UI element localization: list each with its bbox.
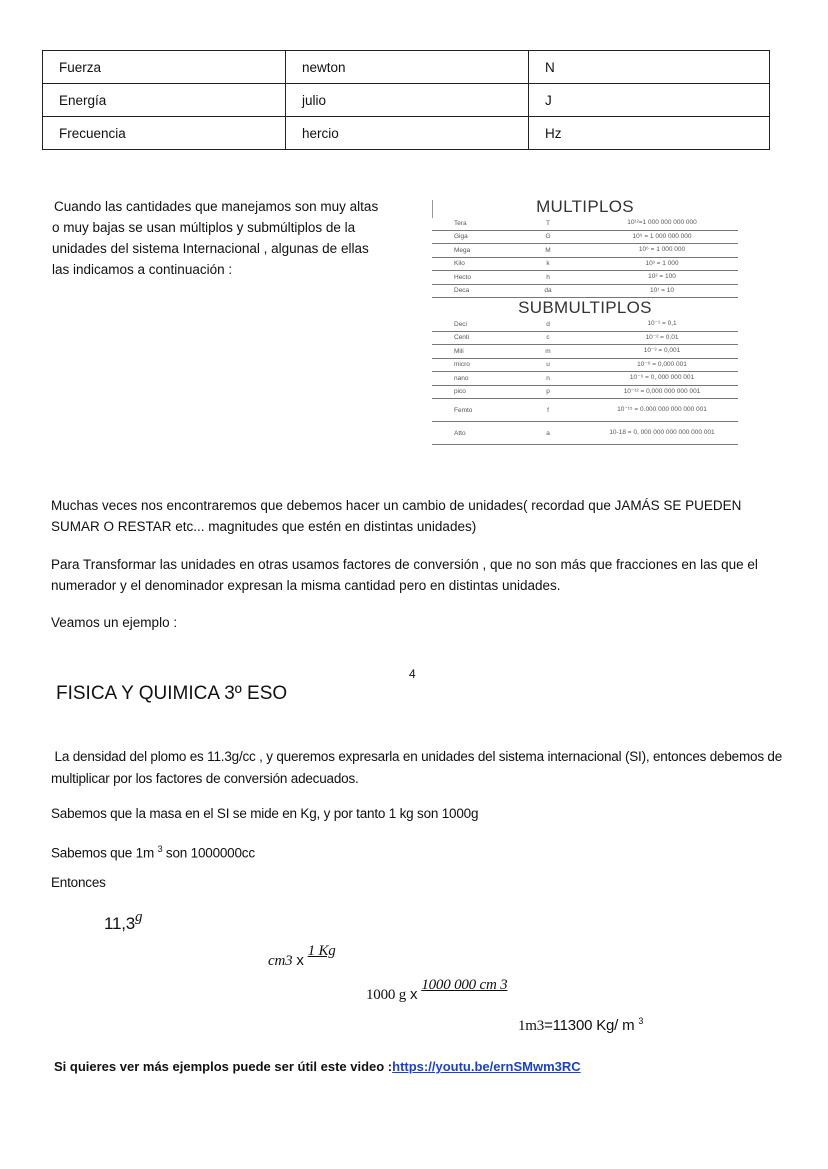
factor-volume [366,977,508,1006]
prefix-symbol: h [546,273,550,281]
submultiples-rows [432,318,738,445]
prefix-symbol: da [544,287,552,295]
multiples-rows [432,217,738,298]
prefix-name: Hecto [454,273,471,281]
text-line: Cuando las cantidades que manejamos son muy altas [54,199,379,214]
prefix-name: Deci [454,320,468,328]
g-denominator: 1000 g [366,987,407,1003]
prefix-row [432,271,738,285]
table-row [43,84,770,117]
prefix-value: 10³ = 1 000 [645,259,679,267]
prefix-row [432,217,738,231]
conversion-factor-paragraph [51,554,758,596]
prefix-row [432,359,738,373]
prefix-symbol: G [545,233,551,241]
magnitude-cell: Fuerza [43,51,286,84]
prefix-value: 10-18 = 0, 000 000 000 000 000 001 [609,429,715,436]
prefix-row [432,386,738,400]
video-link[interactable]: https://youtu.be/ernSMwm3RC [392,1059,581,1074]
magnitude-cell: Energía [43,84,286,117]
prefix-name: pico [454,388,466,396]
magnitude-cell: Frecuencia [43,117,286,150]
exponent: 3 [638,1016,644,1026]
g-unit: g [135,909,143,925]
kg-numerator: 1 Kg [307,943,336,959]
prefix-value: 10⁹ = 1 000 000 000 [632,232,692,240]
units-table [42,50,770,150]
divider [432,200,433,218]
prefix-name: Femto [454,406,473,414]
prefix-value: 10¹ = 10 [649,286,675,294]
prefix-value: 10¹²=1 000 000 000 000 [627,219,697,227]
cm3-numerator: 1000 000 cm 3 [421,977,508,993]
prefix-symbol: a [546,429,550,437]
prefix-value: 10⁻⁶ = 0,000 001 [637,360,687,368]
prefix-symbol: u [546,361,550,369]
prefix-symbol: M [545,246,551,254]
unit-cell: newton [286,51,529,84]
text-line: las indicamos a continuación : [52,262,233,277]
text-line: Muchas veces nos encontraremos que debemos hacer un cambio de unidades( recordad que JAMÁS SE PUEDEN [51,498,742,513]
result-value: =11300 Kg/ m [544,1017,639,1034]
prefix-name: nano [454,374,469,382]
prefix-row [432,332,738,346]
times: x [410,986,418,1003]
example-paragraph [51,746,782,790]
prefix-name: Atto [454,429,466,437]
prefix-row [432,422,738,445]
page-number: 4 [409,667,416,681]
prefix-name: Centi [454,334,470,342]
symbol-cell: N [529,51,770,84]
prefix-row [432,345,738,359]
section-title: FISICA Y QUIMICA 3º ESO [56,683,288,704]
then-label: Entonces [51,875,106,890]
mass-fact: Sabemos que la masa en el SI se mide en Kg, y por tanto 1 kg son 1000g [51,806,479,821]
symbol-cell: J [529,84,770,117]
text-line: numerador y el denominador expresan la misma cantidad pero en distintas unidades. [51,578,561,593]
text-line: SUMAR O RESTAR etc... magnitudes que estén en distintas unidades) [51,519,477,534]
volume-fact [51,838,255,865]
prefix-symbol: m [545,347,551,355]
prefix-row [432,318,738,332]
prefix-value: 10⁻² = 0,01 [645,333,679,341]
text-line: Para Transformar las unidades en otras usamos factores de conversión , que no son más que fracciones en las que el [51,557,758,572]
text-line: multiplicar por los factores de conversión adecuados. [51,771,359,786]
prefix-name: Tera [454,219,467,227]
prefix-name: Deca [454,287,470,295]
prefix-symbol: p [546,388,550,396]
prefix-name: Kilo [454,260,465,268]
prefix-symbol: k [546,260,550,268]
value: 11,3 [104,914,136,933]
unit-cell: hercio [286,117,529,150]
table-row [43,51,770,84]
multiples-table-image [432,197,738,445]
prefix-row [432,285,738,299]
unit-cell: julio [286,84,529,117]
prefix-name: micro [454,361,470,369]
prefix-row [432,244,738,258]
video-text: Si quieres ver más ejemplos puede ser útil este video : [54,1059,393,1074]
prefix-value: 10² = 100 [648,273,676,281]
factor-kg [268,943,336,972]
times: x [296,952,304,969]
prefix-row [432,231,738,245]
submultiples-title: SUBMULTIPLOS [518,298,652,317]
prefix-value: 10⁻¹⁵ = 0.000 000 000 000 001 [617,406,707,413]
prefix-value: 10⁻¹² = 0,000 000 000 001 [623,387,701,395]
prefix-value: 10⁻⁹ = 0, 000 000 001 [629,374,695,382]
video-line [54,1059,581,1074]
volume-fact-a: Sabemos que 1m [51,845,158,861]
prefix-row [432,258,738,272]
cm3-unit: cm3 [268,953,293,969]
prefix-name: Mili [454,347,464,355]
text-line: unidades del sistema Internacional , algunas de ellas [52,241,369,256]
table-row [43,117,770,150]
text-line: o muy bajas se usan múltiplos y submúltiplos de la [52,220,356,235]
example-intro: Veamos un ejemplo : [51,615,178,630]
volume-fact-b: son 1000000cc [162,845,255,861]
prefix-symbol: c [546,334,550,342]
prefix-symbol: d [546,320,550,328]
prefix-value: 10⁻¹ = 0,1 [647,320,677,328]
prefix-row [432,399,738,422]
text-line: La densidad del plomo es 11.3g/cc , y queremos expresarla en unidades del sistema internacional (SI), entonces debemos de [51,749,783,764]
prefix-symbol: f [547,406,549,414]
intro-paragraph [52,196,378,280]
prefix-value: 10⁻³ = 0,001 [643,347,681,355]
prefix-row [432,372,738,386]
unit-change-paragraph [51,495,741,537]
exponent: 3 [157,844,163,854]
symbol-cell: Hz [529,117,770,150]
prefix-symbol: n [546,374,550,382]
prefix-name: Giga [454,233,468,241]
prefix-value: 10⁶ = 1 000 000 [638,246,686,254]
prefix-symbol: T [546,219,550,227]
density-value [104,909,143,936]
m3-denominator: 1m3 [518,1018,545,1034]
prefix-name: Mega [454,246,471,254]
multiples-title: MULTIPLOS [536,197,634,216]
result [518,1010,643,1037]
